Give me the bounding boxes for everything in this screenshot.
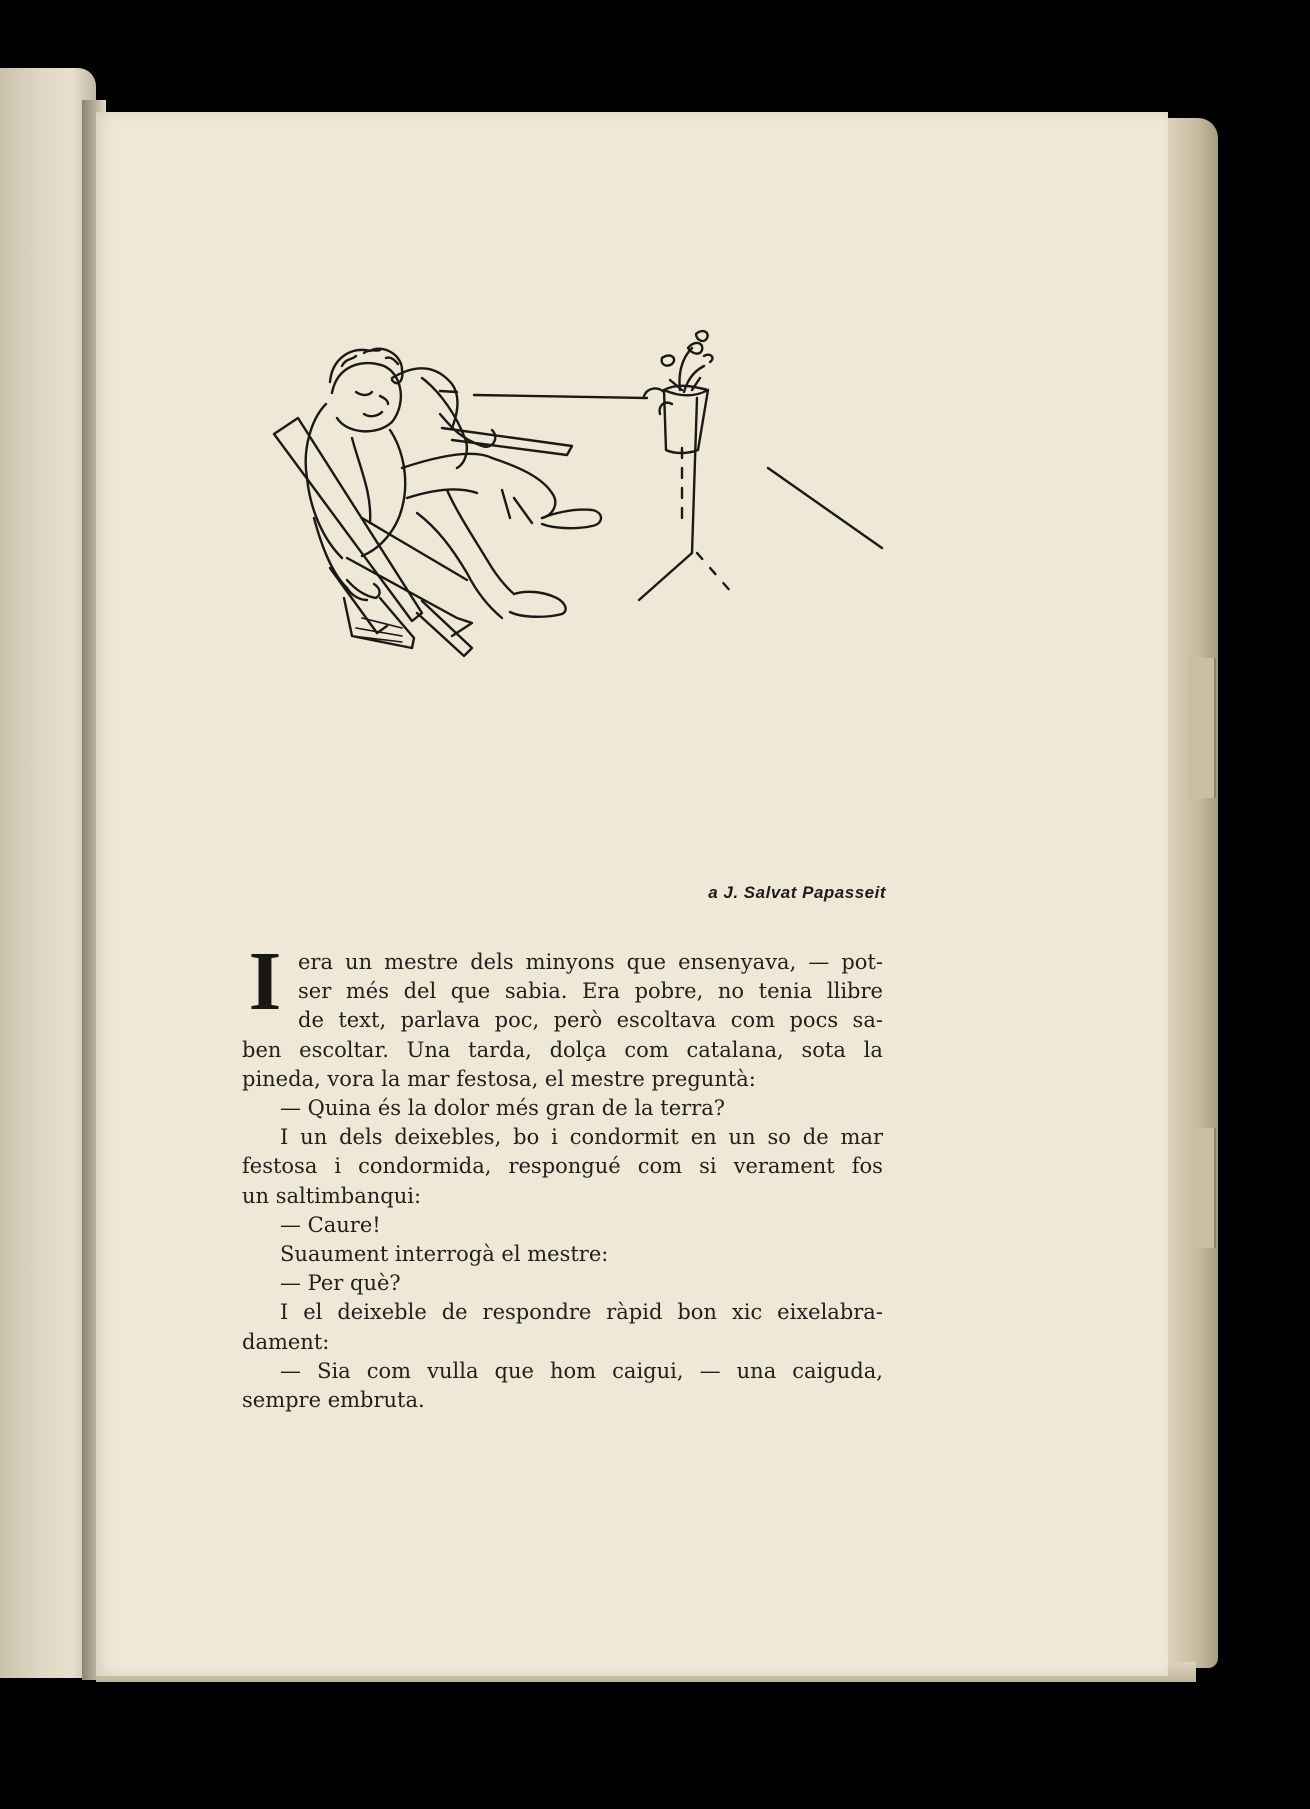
drop-cap: I [248, 935, 282, 1028]
text-line: I un dels deixebles, bo i condormit en un so de mar [280, 1125, 883, 1149]
stack-tab [1190, 1128, 1216, 1248]
text-line: pineda, vora la mar festosa, el mestre preguntà: [242, 1067, 756, 1091]
text-line: — Caure! [280, 1213, 381, 1237]
text-line: festosa i condormida, respongué com si verament fos [242, 1154, 883, 1178]
illustration-sleeping-man [252, 318, 892, 718]
dedication: a J. Salvat Papasseit [708, 883, 886, 902]
text-line: sempre embruta. [242, 1388, 425, 1412]
text-line: un saltimbanqui: [242, 1184, 422, 1208]
text-line: — Quina és la dolor més gran de la terra? [280, 1096, 725, 1120]
text-line: era un mestre dels minyons que ensenyava, — pot- [298, 950, 883, 974]
wall-line [474, 395, 647, 398]
text-line: ben escoltar. Una tarda, dolça com catalana, sota la [242, 1038, 883, 1062]
text-line: I el deixeble de respondre ràpid bon xic eixelabra- [280, 1300, 883, 1324]
stack-tab [1188, 658, 1216, 798]
text-line: ser més del que sabia. Era pobre, no tenia llibre [298, 979, 883, 1003]
text-line: — Per què? [280, 1271, 401, 1295]
text-line: — Sia com vulla que hom caigui, — una caiguda, [280, 1359, 883, 1383]
text-line: Suaument interrogà el mestre: [280, 1242, 609, 1266]
text-line: dament: [242, 1330, 330, 1354]
text-line: de text, parlava poc, però escoltava com pocs sa- [298, 1008, 883, 1032]
